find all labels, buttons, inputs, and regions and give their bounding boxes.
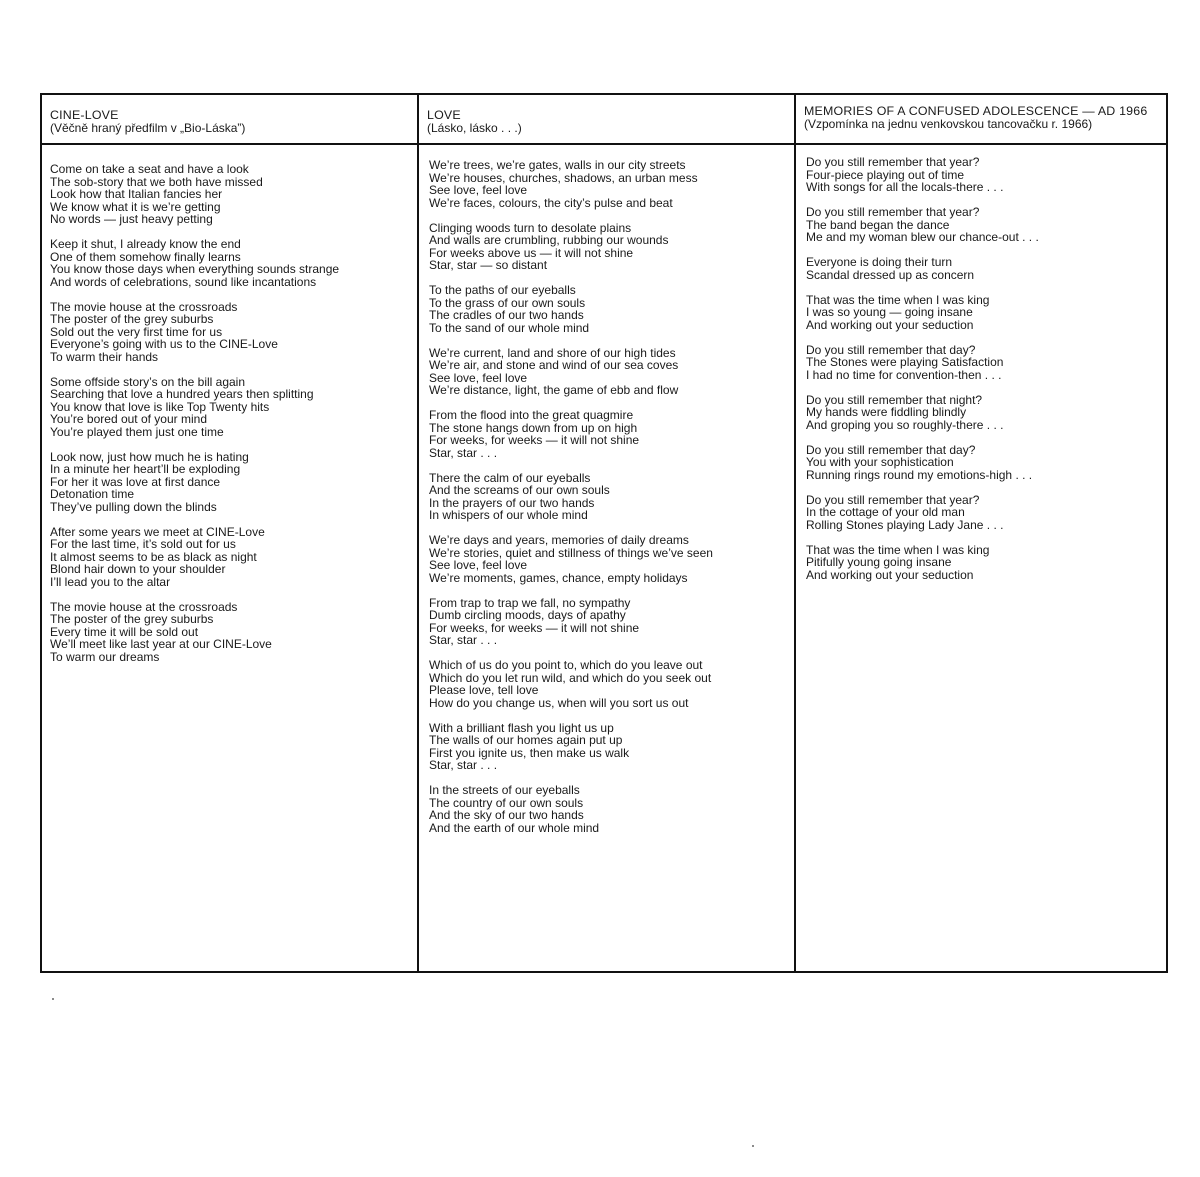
lyric-line: We’re days and years, memories of daily dreams <box>429 533 689 547</box>
column-cine-love <box>42 95 417 971</box>
lyrics-sheet <box>40 93 1168 973</box>
lyric-line: The walls of our homes again put up <box>429 733 623 747</box>
lyric-line: Searching that love a hundred years then splitting <box>50 387 314 401</box>
stanza <box>50 526 409 589</box>
lyric-line: See love, feel love <box>429 558 528 572</box>
lyric-line: You’re bored out of your mind <box>50 412 207 426</box>
lyric-line: Me and my woman blew our chance-out . . . <box>806 230 1039 244</box>
lyric-line: The country of our own souls <box>429 795 584 810</box>
lyric-line: We’ll meet like last year at our CINE-Love <box>50 637 272 651</box>
scan-speck <box>752 1145 754 1147</box>
stanza <box>429 597 786 647</box>
lyric-line: The sob-story that we both have missed <box>50 174 263 189</box>
stanza <box>429 222 786 272</box>
lyric-line: Which do you let run wild, and which do you seek out <box>429 670 712 685</box>
stanza <box>50 376 409 439</box>
lyric-line: We’re moments, games, chance, empty holidays <box>429 570 688 585</box>
lyric-line: We know what it is we’re getting <box>50 199 221 214</box>
lyric-line: With songs for all the locals-there . . . <box>806 180 1004 194</box>
song-title: LOVE <box>427 108 461 122</box>
lyric-line: No words — just heavy petting <box>50 212 213 226</box>
song-subtitle: (Lásko, lásko . . .) <box>427 121 522 135</box>
column-header <box>419 95 794 145</box>
lyric-line: Star, star — so distant <box>429 258 548 272</box>
lyric-line: Everyone’s going with us to the CINE-Love <box>50 337 278 351</box>
stanza <box>429 159 786 209</box>
lyric-line: Do you still remember that night? <box>806 392 983 407</box>
lyric-line: Star, star . . . <box>429 758 498 772</box>
lyric-line: The poster of the grey suburbs <box>50 312 214 326</box>
lyric-line: Everyone is doing their turn <box>806 255 953 269</box>
stanza <box>50 601 409 664</box>
lyric-line: To warm our dreams <box>50 649 160 664</box>
lyric-line: We’re distance, light, the game of ebb and flow <box>429 383 679 397</box>
lyric-line: From the flood into the great quagmire <box>429 408 634 422</box>
lyric-line: And the earth of our whole mind <box>429 820 600 835</box>
song-subtitle: (Vzpomínka na jednu venkovskou tancovačku r. 1966) <box>804 117 1093 131</box>
lyric-line: Keep it shut, I already know the end <box>50 237 241 251</box>
lyric-line: For weeks, for weeks — it will not shine <box>429 620 640 635</box>
lyric-line: The movie house at the crossroads <box>50 299 238 314</box>
lyric-line: To warm their hands <box>50 349 159 364</box>
lyric-line: After some years we meet at CINE-Love <box>50 524 265 539</box>
stanza <box>50 451 409 514</box>
lyric-line: The poster of the grey suburbs <box>50 612 214 626</box>
lyric-line: You know that love is like Top Twenty hits <box>50 399 270 414</box>
song-title: CINE-LOVE <box>50 108 119 122</box>
lyric-line: First you ignite us, then make us walk <box>429 745 630 760</box>
lyric-line: Dumb circling moods, days of apathy <box>429 608 626 622</box>
lyric-line: I was so young — going insane <box>806 305 973 319</box>
lyric-line: To the sand of our whole mind <box>429 320 590 335</box>
stanza <box>429 534 786 584</box>
lyric-line: I had no time for convention-then . . . <box>806 367 1002 382</box>
lyric-line: We’re houses, churches, shadows, an urban mess <box>429 170 698 185</box>
lyric-line: To the paths of our eyeballs <box>429 283 576 297</box>
stanza <box>429 472 786 522</box>
lyric-line: I’ll lead you to the altar <box>50 574 171 589</box>
lyric-line: Do you still remember that year? <box>806 492 980 507</box>
stanza <box>50 163 409 226</box>
lyrics-body <box>419 145 794 847</box>
lyric-line: Every time it will be sold out <box>50 624 199 639</box>
lyric-line: They’ve pulling down the blinds <box>50 499 217 514</box>
lyric-line: Look now, just how much he is hating <box>50 449 249 464</box>
lyric-line: Detonation time <box>50 487 135 501</box>
lyric-line: And the sky of our two hands <box>429 808 584 822</box>
lyric-line: And the screams of our own souls <box>429 483 610 497</box>
lyric-line: For her it was love at first dance <box>50 474 221 489</box>
stanza <box>429 409 786 459</box>
lyric-line: You know those days when everything sounds strange <box>50 262 340 276</box>
lyric-line: You with your sophistication <box>806 455 954 469</box>
lyric-line: We’re air, and stone and wind of our sea coves <box>429 358 679 372</box>
stanza <box>806 494 1158 532</box>
column-love <box>417 95 794 971</box>
lyric-line: The Stones were playing Satisfaction <box>806 355 1004 369</box>
stanza <box>806 344 1158 382</box>
lyric-line: We’re trees, we’re gates, walls in our city streets <box>429 158 686 172</box>
lyric-line: There the calm of our eyeballs <box>429 470 591 485</box>
lyric-line: Do you still remember that year? <box>806 155 980 169</box>
lyric-line: The movie house at the crossroads <box>50 599 238 614</box>
stanza <box>429 659 786 709</box>
lyric-line: You’re played them just one time <box>50 424 224 439</box>
lyric-line: Do you still remember that year? <box>806 205 980 219</box>
lyric-line: In whispers of our whole mind <box>429 508 588 522</box>
stanza <box>806 156 1158 194</box>
lyrics-body <box>42 145 417 676</box>
column-header <box>796 95 1166 145</box>
lyric-line: That was the time when I was king <box>806 292 990 307</box>
lyric-line: Which of us do you point to, which do you leave out <box>429 658 703 672</box>
lyric-line: We’re stories, quiet and stillness of things we’ve seen <box>429 545 713 560</box>
column-header <box>42 95 417 145</box>
lyric-line: Clinging woods turn to desolate plains <box>429 220 632 235</box>
lyric-line: One of them somehow finally learns <box>50 249 241 264</box>
stanza <box>806 394 1158 432</box>
lyric-line: The stone hangs down from up on high <box>429 420 638 435</box>
song-title: MEMORIES OF A CONFUSED ADOLESCENCE — AD 1966 <box>804 104 1148 118</box>
lyric-line: My hands were fiddling blindly <box>806 405 967 419</box>
lyric-line: How do you change us, when will you sort us out <box>429 695 689 710</box>
stanza <box>806 444 1158 482</box>
lyric-line: In the prayers of our two hands <box>429 495 595 510</box>
lyric-line: With a brilliant flash you light us up <box>429 720 614 735</box>
lyric-line: We’re current, land and shore of our high tides <box>429 345 676 360</box>
lyric-line: Star, star . . . <box>429 633 498 647</box>
lyric-line: To the grass of our own souls <box>429 295 586 310</box>
lyric-line: See love, feel love <box>429 370 528 385</box>
scan-speck <box>52 998 54 1000</box>
lyric-line: Pitifully young going insane <box>806 555 952 569</box>
lyric-line: Come on take a seat and have a look <box>50 162 249 176</box>
stanza <box>50 238 409 288</box>
stanza <box>50 301 409 364</box>
stanza <box>806 294 1158 332</box>
lyric-line: Blond hair down to your shoulder <box>50 562 226 576</box>
song-subtitle: (Věčně hraný předfilm v „Bio-Láska”) <box>50 121 246 135</box>
lyric-line: And walls are crumbling, rubbing our wounds <box>429 233 669 247</box>
lyric-line: And working out your seduction <box>806 317 974 332</box>
lyric-line: Star, star . . . <box>429 445 498 460</box>
lyric-line: The band began the dance <box>806 217 950 232</box>
lyric-line: Four-piece playing out of time <box>806 167 965 182</box>
lyric-line: That was the time when I was king <box>806 542 990 557</box>
stanza <box>429 784 786 834</box>
lyric-line: Scandal dressed up as concern <box>806 267 975 282</box>
lyric-line: The cradles of our two hands <box>429 308 584 322</box>
lyric-line: And words of celebrations, sound like incantations <box>50 274 317 289</box>
lyric-line: See love, feel love <box>429 183 528 197</box>
lyric-line: Do you still remember that day? <box>806 342 976 357</box>
lyric-line: For weeks, for weeks — it will not shine <box>429 433 640 447</box>
lyric-line: It almost seems to be as black as night <box>50 549 257 564</box>
lyric-line: Look how that Italian fancies her <box>50 187 223 201</box>
lyric-line: Do you still remember that day? <box>806 442 976 457</box>
stanza <box>806 256 1158 281</box>
stanza <box>429 284 786 334</box>
lyric-line: Sold out the very first time for us <box>50 324 223 339</box>
lyric-line: In the cottage of your old man <box>806 505 965 519</box>
lyric-line: Some offside story’s on the bill again <box>50 374 246 389</box>
lyric-line: For weeks above us — it will not shine <box>429 245 634 260</box>
lyric-line: And working out your seduction <box>806 567 974 582</box>
lyric-line: In the streets of our eyeballs <box>429 783 580 797</box>
stanza <box>429 347 786 397</box>
stanza <box>429 722 786 772</box>
lyric-line: Running rings round my emotions-high . . . <box>806 467 1033 482</box>
lyric-line: From trap to trap we fall, no sympathy <box>429 595 631 610</box>
lyric-line: For the last time, it’s sold out for us <box>50 537 236 551</box>
lyrics-body <box>796 145 1166 594</box>
stanza <box>806 544 1158 582</box>
lyric-line: In a minute her heart’ll be exploding <box>50 462 241 476</box>
stanza <box>806 206 1158 244</box>
lyric-line: We’re faces, colours, the city’s pulse and beat <box>429 195 673 210</box>
lyric-line: Rolling Stones playing Lady Jane . . . <box>806 517 1004 532</box>
lyric-line: And groping you so roughly-there . . . <box>806 417 1004 432</box>
lyric-line: Please love, tell love <box>429 683 539 697</box>
column-memories <box>794 95 1166 971</box>
